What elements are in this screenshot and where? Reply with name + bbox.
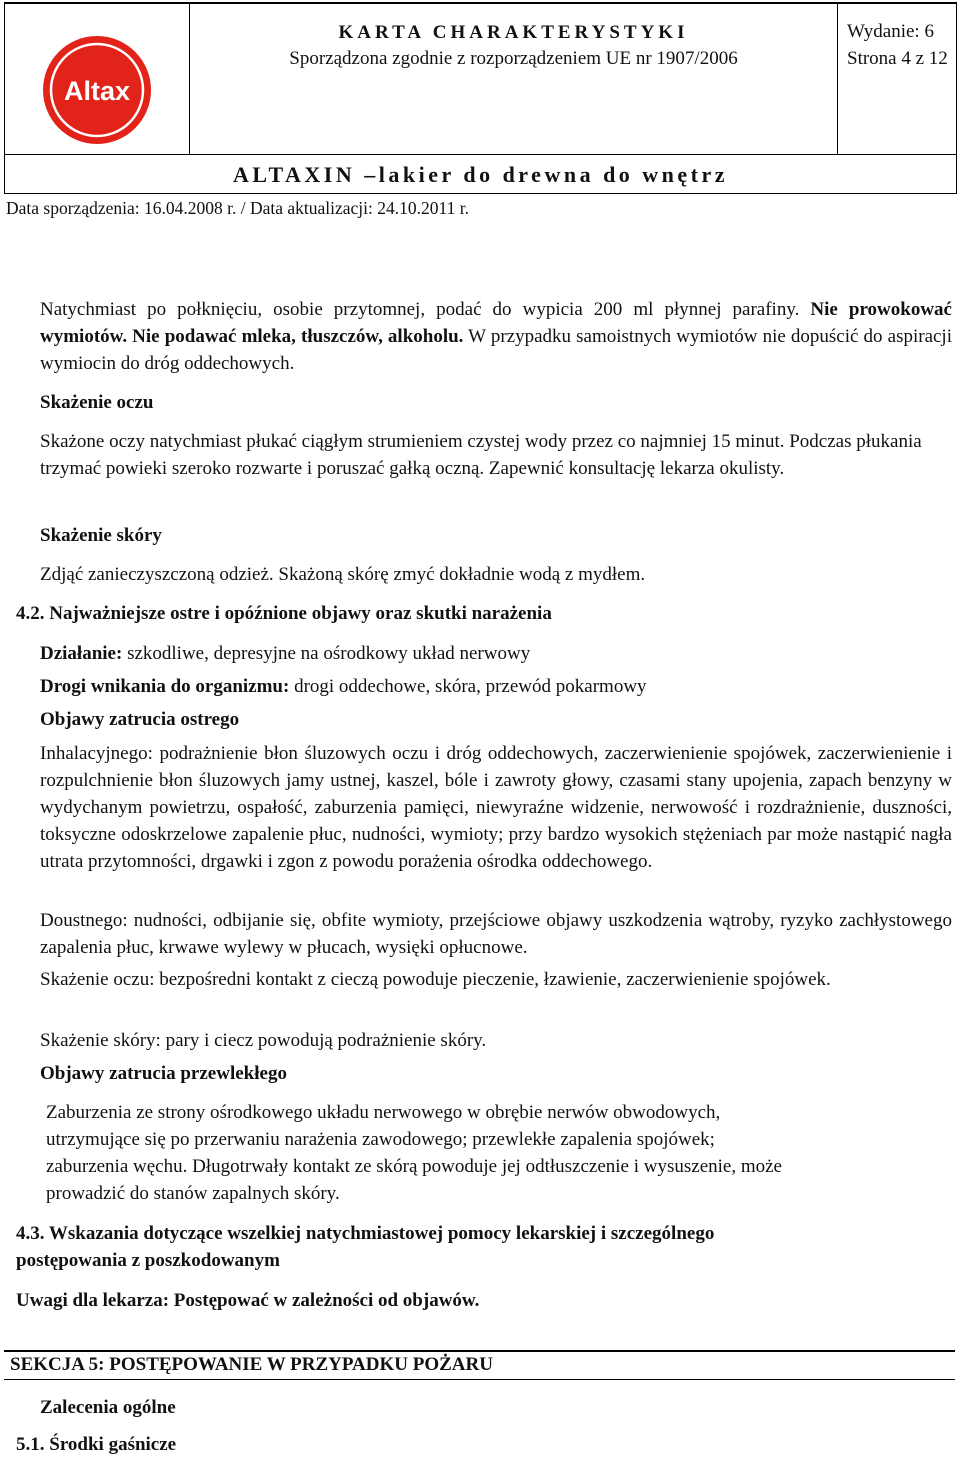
skin-effects-paragraph: Skażenie skóry: pary i ciecz powodują podrażnienie skóry. — [40, 1030, 487, 1051]
chronic-line-3: zaburzenia węchu. Długotrwały kontakt ze skórą powoduje jej odtłuszczenie i wysuszenie, może — [46, 1156, 782, 1177]
ingestion-text-a: Natychmiast po połknięciu, osobie przytomnej, podać do wypicia 200 ml płynnej parafiny. — [40, 299, 811, 320]
header-title-cell — [190, 4, 838, 154]
drogi-text: drogi oddechowe, skóra, przewód pokarmowy — [289, 676, 647, 697]
header-meta-cell — [839, 4, 957, 154]
drogi-line — [40, 673, 952, 700]
logo-text: Altax — [63, 76, 131, 106]
inhalation-paragraph: Inhalacyjnego: podrażnienie błon śluzowych oczu i dróg oddechowych, zaczerwienienie spojówek, zaczerwienienie i rozpulchnienie błon śluzowych jamy ustnej, kaszel, bóle i zawroty głowy, czasami stany upojenia, zapach benzyny w wydychanym powietrzu, ospałość, zaburzenia pamięci, niewyraźne widzenie, nerwowość i rozdrażnienie, duszności, toksyczne odoskrzelowe zapalenie płuc, nudności, wymioty; przy bardzo wysokich stężeniach par może nastąpić nagła utrata przytomności, drgawki i zgon z powodu porażenia ośrodka oddechowego. — [40, 743, 952, 872]
eye-text: Skażone oczy natychmiast płukać ciągłym strumieniem czystej wody przez co najmniej 15 minut. Podczas płukania trzymać powieki szeroko rozwarte i poruszać gałką oczną. Zapewnić konsultację lekarza okulisty. — [40, 431, 922, 479]
general-recommendations: Zalecenia ogólne — [40, 1397, 176, 1418]
chronic-line-1: Zaburzenia ze strony ośrodkowego układu nerwowego w obrębie nerwów obwodowych, — [46, 1102, 721, 1123]
altax-logo — [41, 34, 153, 146]
section-4-3-heading-2: postępowania z poszkodowanym — [16, 1250, 280, 1271]
drogi-label: Drogi wnikania do organizmu: — [40, 676, 290, 697]
acute-heading: Objawy zatrucia ostrego — [40, 709, 240, 730]
dzialanie-label: Działanie: — [40, 643, 123, 664]
doctor-notes: Uwagi dla lekarza: Postępować w zależności od objawów. — [16, 1290, 480, 1311]
dzialanie-text: szkodliwe, depresyjne na ośrodkowy układ nerwowy — [122, 643, 531, 664]
ingestion-text-c: W przypadku samoistnych wymiotów nie dopuścić do aspiracji wymiocin do dróg oddechowych. — [40, 326, 952, 374]
doc-title: KARTA CHARAKTERYSTYKI — [338, 22, 689, 43]
dzialanie-line — [40, 640, 952, 667]
eye-heading: Skażenie oczu — [40, 392, 154, 413]
doc-subtitle: Sporządzona zgodnie z rozporządzeniem UE nr 1907/2006 — [289, 48, 738, 69]
chronic-heading: Objawy zatrucia przewlekłego — [40, 1063, 287, 1084]
section-4-3-heading-1: 4.3. Wskazania dotyczące wszelkiej natychmiastowej pomocy lekarskiej i szczególnego — [16, 1223, 715, 1244]
section-5-1-heading: 5.1. Środki gaśnicze — [16, 1434, 177, 1455]
section-5-title: SEKCJA 5: POSTĘPOWANIE W PRZYPADKU POŻARU — [10, 1354, 493, 1375]
paragraph-ingestion — [40, 296, 952, 377]
oral-paragraph: Doustnego: nudności, odbijanie się, obfite wymioty, przejściowe objawy uszkodzenia wątroby, ryzyko zachłystowego zapalenia płuc, krwawe wylewy w płucach, wysięki opłucnowe. — [40, 910, 952, 958]
logo-cell — [5, 4, 190, 154]
chronic-line-2: utrzymujące się po przerwaniu narażenia zawodowego; przewlekłe zapalenia spojówek; — [46, 1129, 715, 1150]
ingestion-text-b: Nie prowokować wymiotów. Nie podawać mleka, tłuszczów, alkoholu. — [40, 299, 952, 347]
document-header — [4, 2, 957, 194]
header-divider — [5, 154, 956, 155]
skin-heading: Skażenie skóry — [40, 525, 162, 546]
product-name: ALTAXIN –lakier do drewna do wnętrz — [232, 162, 729, 187]
section-4-2-heading: 4.2. Najważniejsze ostre i opóźnione objawy oraz skutki narażenia — [16, 603, 552, 624]
page-number: Strona 4 z 12 — [847, 48, 948, 69]
skin-text: Zdjąć zanieczyszczoną odzież. Skażoną skórę zmyć dokładnie wodą z mydłem. — [40, 564, 646, 585]
doc-dates: Data sporządzenia: 16.04.2008 r. / Data aktualizacji: 24.10.2011 r. — [6, 198, 469, 218]
section-5-header — [4, 1350, 955, 1380]
eye-effects-paragraph: Skażenie oczu: bezpośredni kontakt z cieczą powoduje pieczenie, łzawienie, zaczerwienienie spojówek. — [40, 969, 831, 990]
edition: Wydanie: 6 — [847, 21, 934, 42]
chronic-line-4: prowadzić do stanów zapalnych skóry. — [46, 1183, 340, 1204]
